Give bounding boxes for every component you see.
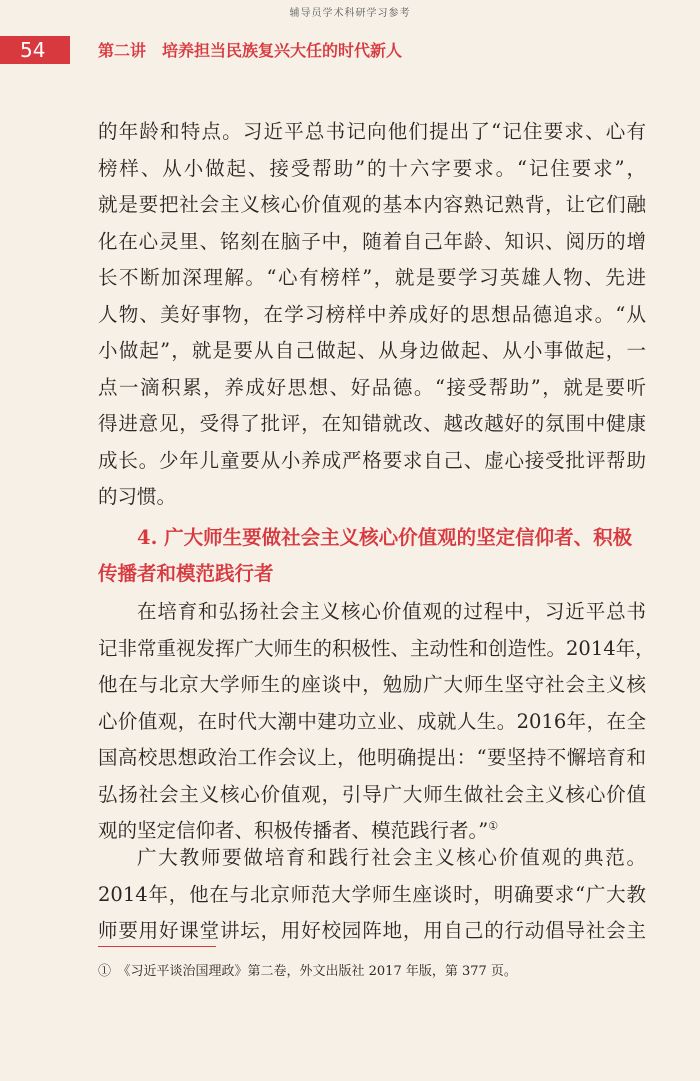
text-line: 心价值观，在时代大潮中建功立业、成就人生。2016年，在全 [98,709,646,733]
page-header [0,34,700,66]
text-line: 他在与北京大学师生的座谈中，勉励广大师生坚守社会主义核 [98,673,646,696]
text-line: 得进意见，受得了批评，在知错就改、越改越好的氛围中健康 [98,412,646,435]
paragraph-3 [98,840,646,950]
text-line: 成长。少年儿童要从小养成严格要求自己、虚心接受批评帮助 [98,448,646,472]
top-label: 辅导员学术科研学习参考 [289,8,411,19]
footnote-reference[interactable]: ① [488,819,499,833]
text-line: 弘扬社会主义核心价值观，引导广大师生做社会主义核心价值 [98,782,646,806]
text-line: 广大教师要做培育和践行社会主义核心价值观的典范。 [137,846,646,869]
text-line: 化在心灵里、铭刻在脑子中，随着自己年龄、知识、阅历的增 [98,229,646,253]
text-line: 的年龄和特点。习近平总书记向他们提出了“记住要求、心有 [98,120,646,143]
text-line: 的习惯。 [98,485,177,508]
text-line: 2014年，他在与北京师范大学师生座谈时，明确要求“广大教 [98,882,646,906]
section-heading [98,520,646,592]
text-line: 记非常重视发挥广大师生的积极性、主动性和创造性。2014年， [98,636,655,660]
text-line: 小做起”，就是要从自己做起、从身边做起、从小事做起，一 [98,339,646,362]
text-line: 国高校思想政治工作会议上，他明确提出：“要坚持不懈培育和 [98,746,646,769]
text-line: 榜样、从小做起、接受帮助”的十六字要求。“记住要求”， [98,156,646,180]
heading-line: 4. 广大师生要做社会主义核心价值观的坚定信仰者、积极 [137,526,633,549]
paragraph-2 [98,594,655,850]
text-line: 点一滴积累，养成好思想、好品德。“接受帮助”，就是要听 [98,375,646,399]
paragraph-1 [98,114,646,516]
chapter-title: 第二讲 培养担当民族复兴大任的时代新人 [98,41,403,60]
text-line: 在培育和弘扬社会主义核心价值观的过程中，习近平总书 [137,600,646,623]
text-line: 师要用好课堂讲坛，用好校园阵地，用自己的行动倡导社会主 [98,919,646,942]
page-number: 54 [0,36,70,64]
footnote: ① 《习近平谈治国理政》第二卷，外文出版社 2017 年版，第 377 页。 [98,964,517,979]
footnote-divider [98,946,216,947]
text-line-content: 观的坚定信仰者、积极传播者、模范践行者。” [98,819,489,842]
heading-line: 传播者和模范践行者 [98,562,274,585]
text-line: 就是要把社会主义核心价值观的基本内容熟记熟背，让它们融 [98,193,646,216]
text-line: 长不断加深理解。“心有榜样”，就是要学习英雄人物、先进 [98,266,646,289]
text-line: 人物、美好事物，在学习榜样中养成好的思想品德追求。“从 [98,302,646,326]
